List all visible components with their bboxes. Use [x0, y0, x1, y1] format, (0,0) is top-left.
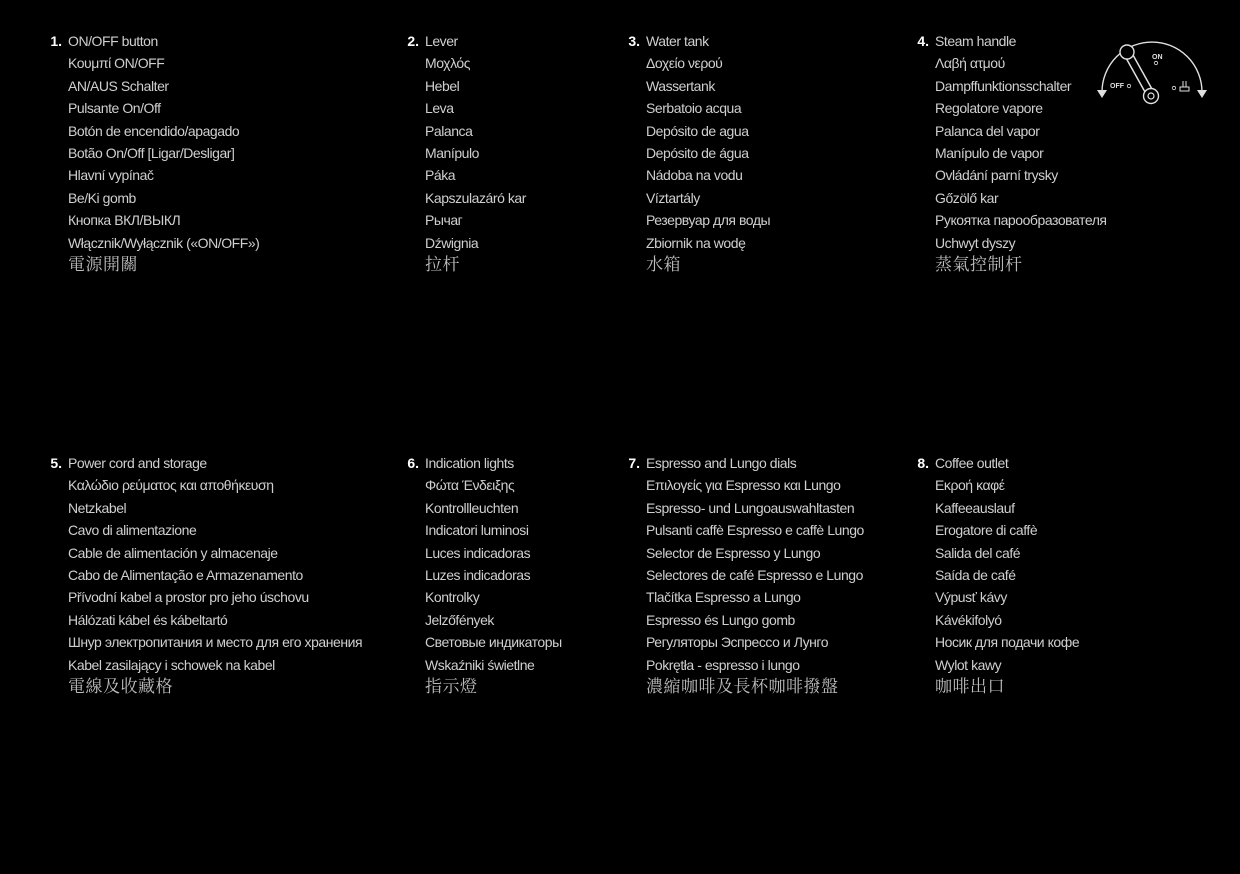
label-en: Water tank	[646, 33, 709, 49]
on-label: ON	[1152, 54, 1163, 61]
label-hu: Espresso és Lungo gomb	[646, 611, 795, 628]
label-ru: Кнопка ВКЛ/ВЫКЛ	[68, 212, 181, 229]
label-hu: Víztartály	[646, 189, 700, 206]
label-el: Καλώδιο ρεύματος και αποθήκευση	[68, 477, 274, 494]
arrow-right-icon	[1197, 90, 1207, 98]
label-pl: Wylot kawy	[935, 656, 1002, 673]
label-zh: 濃縮咖啡及長杯咖啡撥盤	[646, 676, 839, 697]
label-zh: 電線及收藏格	[68, 676, 173, 697]
label-en: Steam handle	[935, 33, 1016, 49]
label-el: Δοχείο νερού	[646, 55, 723, 72]
label-ru: Регуляторы Эспрессо и Лунго	[646, 634, 829, 651]
label-pt: Luzes indicadoras	[425, 566, 531, 583]
label-ru: Резервуар для воды	[646, 212, 771, 229]
label-de: Kaffeeauslauf	[935, 499, 1015, 516]
item-number: 4.	[917, 33, 929, 49]
label-pt: Depósito de água	[646, 144, 749, 161]
label-el: Εκροή καφέ	[935, 477, 1005, 494]
label-ru: Рукоятка парообразователя	[935, 212, 1107, 229]
steam-handle-diagram	[1094, 40, 1210, 108]
label-en: Lever	[425, 33, 458, 49]
on-dot	[1154, 61, 1157, 64]
item-number: 5.	[50, 455, 62, 471]
label-cs: Páka	[425, 167, 456, 184]
label-es: Palanca	[425, 122, 473, 139]
label-en: Espresso and Lungo dials	[646, 455, 797, 471]
label-el: Φώτα Ένδειξης	[425, 477, 515, 494]
label-it: Erogatore di caffè	[935, 522, 1038, 539]
label-zh: 指示燈	[425, 676, 478, 697]
label-pt: Selectores de café Espresso e Lungo	[646, 566, 863, 583]
off-dot	[1127, 84, 1130, 87]
label-pl: Dźwignia	[425, 234, 479, 251]
label-it: Indicatori luminosi	[425, 522, 529, 539]
steam-dot	[1172, 86, 1175, 89]
label-el: Λαβή ατμού	[935, 55, 1005, 72]
item-number: 2.	[407, 33, 419, 49]
label-pt: Cabo de Alimentação e Armazenamento	[68, 566, 303, 583]
label-cs: Kontrolky	[425, 589, 480, 606]
steam-icon	[1180, 81, 1189, 91]
label-de: Netzkabel	[68, 499, 127, 516]
label-de: Espresso- und Lungoauswahltasten	[646, 499, 855, 516]
label-it: Regolatore vapore	[935, 100, 1043, 117]
label-hu: Gőzölő kar	[935, 189, 999, 206]
label-cs: Tlačítka Espresso a Lungo	[646, 589, 801, 606]
arrow-left-icon	[1097, 90, 1107, 98]
label-zh: 水箱	[646, 254, 681, 275]
label-es: Cable de alimentación y almacenaje	[68, 544, 278, 561]
label-en: Power cord and storage	[68, 455, 207, 471]
label-hu: Kapszulazáró kar	[425, 189, 526, 206]
label-en: ON/OFF button	[68, 33, 158, 49]
label-el: Μοχλός	[425, 55, 471, 72]
item-number: 6.	[407, 455, 419, 471]
label-pl: Kabel zasilający i schowek na kabel	[68, 656, 275, 673]
label-hu: Kávékifolyó	[935, 611, 1002, 628]
label-zh: 咖啡出口	[935, 676, 1005, 697]
label-cs: Hlavní vypínač	[68, 167, 154, 184]
label-it: Pulsanti caffè Espresso e caffè Lungo	[646, 522, 864, 539]
label-ru: Носик для подачи кофе	[935, 634, 1080, 651]
label-pt: Botão On/Off [Ligar/Desligar]	[68, 144, 235, 161]
label-cs: Výpusť kávy	[935, 589, 1007, 606]
handle-pivot	[1144, 89, 1159, 104]
label-el: Κουμπί ON/OFF	[68, 55, 165, 72]
label-de: Kontrollleuchten	[425, 499, 519, 516]
label-el: Επιλογείς για Espresso και Lungo	[646, 477, 841, 494]
label-de: AN/AUS Schalter	[68, 77, 169, 94]
label-es: Palanca del vapor	[935, 122, 1040, 139]
label-de: Wassertank	[646, 77, 715, 94]
label-hu: Jelzőfények	[425, 611, 494, 628]
label-de: Hebel	[425, 77, 460, 94]
label-pt: Manípulo	[425, 144, 479, 161]
label-es: Luces indicadoras	[425, 544, 531, 561]
label-it: Cavo di alimentazione	[68, 522, 197, 539]
label-en: Coffee outlet	[935, 455, 1009, 471]
label-zh: 拉杆	[425, 254, 460, 275]
label-en: Indication lights	[425, 455, 514, 471]
label-cs: Přívodní kabel a prostor pro jeho úschovu	[68, 589, 309, 606]
label-pl: Zbiornik na wodę	[646, 234, 746, 251]
label-hu: Hálózati kábel és kábeltartó	[68, 611, 228, 628]
label-cs: Ovládání parní trysky	[935, 167, 1058, 184]
label-pl: Wskaźniki świetlne	[425, 656, 535, 673]
label-es: Salida del café	[935, 544, 1021, 561]
label-it: Pulsante On/Off	[68, 100, 161, 117]
label-es: Selector de Espresso y Lungo	[646, 544, 821, 561]
label-es: Botón de encendido/apagado	[68, 122, 240, 139]
label-cs: Nádoba na vodu	[646, 167, 743, 184]
label-pt: Saída de café	[935, 566, 1016, 583]
item-number: 1.	[50, 33, 62, 49]
off-label: OFF	[1110, 83, 1124, 90]
label-ru: Рычаг	[425, 212, 463, 229]
label-pl: Uchwyt dyszy	[935, 234, 1016, 251]
label-ru: Шнур электропитания и место для его хранения	[68, 634, 363, 651]
label-de: Dampffunktionsschalter	[935, 77, 1072, 94]
item-number: 3.	[628, 33, 640, 49]
label-zh: 蒸氣控制杆	[935, 254, 1023, 275]
label-hu: Be/Ki gomb	[68, 189, 136, 206]
label-es: Depósito de agua	[646, 122, 749, 139]
label-pl: Włącznik/Wyłącznik («ON/OFF»)	[68, 234, 260, 251]
label-pl: Pokrętła - espresso i lungo	[646, 656, 800, 673]
label-it: Leva	[425, 100, 454, 117]
label-pt: Manípulo de vapor	[935, 144, 1044, 161]
item-number: 8.	[917, 455, 929, 471]
label-ru: Световые индикаторы	[425, 634, 562, 651]
handle-knob	[1120, 45, 1134, 59]
item-number: 7.	[628, 455, 640, 471]
label-it: Serbatoio acqua	[646, 100, 742, 117]
label-zh: 電源開關	[68, 254, 138, 275]
